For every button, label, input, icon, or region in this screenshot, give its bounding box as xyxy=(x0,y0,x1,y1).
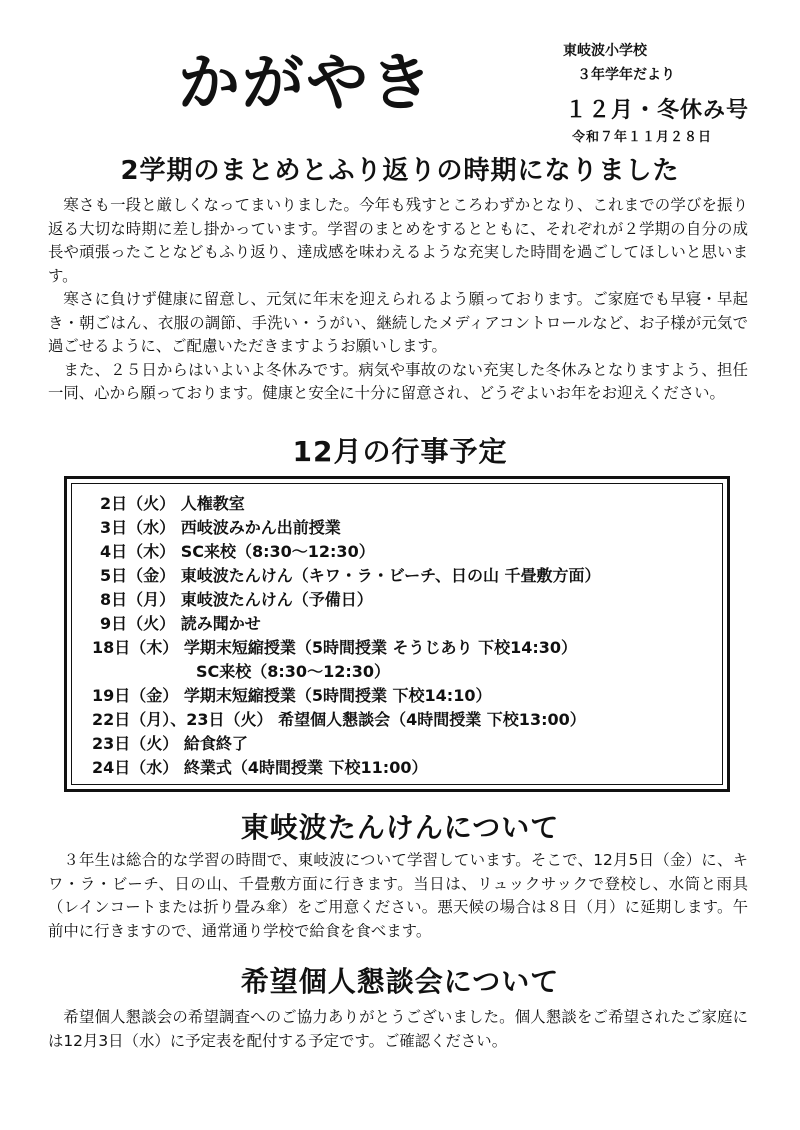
event-item: 9日（火） 読み聞かせ xyxy=(100,614,261,633)
event-item: 5日（金） 東岐波たんけん（キワ・ラ・ビーチ、日の山 千畳敷方面） xyxy=(100,566,601,585)
issue-label: １２月・冬休み号 xyxy=(565,98,750,123)
schedule-box-inner xyxy=(71,483,723,785)
event-item: 8日（月） 東岐波たんけん（予備日） xyxy=(100,590,373,609)
reflection-paragraph-2: 寒さに負けず健康に留意し、元気に年末を迎えられるよう願っております。ご家庭でも早寝・早起き・朝ごはん、衣服の調節、手洗い・うがい、継続したメディアコントロールなど、お子様が元気で過ごせるように、ご配慮いただきますようお願いします。 xyxy=(48,290,748,355)
event-item: 4日（木） SC来校（8:30～12:30） xyxy=(100,542,375,561)
conference-body xyxy=(48,1006,748,1053)
reflection-body xyxy=(48,194,748,406)
section-heading-conference: 希望個人懇談会について xyxy=(240,965,560,998)
exploration-paragraph: ３年生は総合的な学習の時間で、東岐波について学習しています。そこで、12月5日（金）に、キワ・ラ・ビーチ、日の山、千畳敷方面に行きます。当日は、リュックサックで登校し、水筒と雨具（レインコートまたは折り畳み傘）をご用意ください。悪天候の場合は８日（月）に延期します。午前中に行きますので、通常通り学校で給食を食べます。 xyxy=(48,851,748,940)
exploration-body xyxy=(48,849,748,943)
reflection-paragraph-3: また、２５日からはいよいよ冬休みです。病気や事故のない充実した冬休みとなりますよう、担任一同、心から願っております。健康と安全に十分に留意され、どうぞよいお年をお迎えください。 xyxy=(48,360,748,402)
event-item: 23日（火） 給食終了 xyxy=(92,734,248,753)
event-item: 22日（月）、23日（火） 希望個人懇談会（4時間授業 下校13:00） xyxy=(92,710,586,729)
issue-date: 令和７年１１月２８日 xyxy=(572,130,713,145)
school-name: 東岐波小学校 xyxy=(563,43,647,59)
event-item: 24日（水） 終業式（4時間授業 下校11:00） xyxy=(92,758,428,777)
event-item: 18日（木） 学期末短縮授業（5時間授業 そうじあり 下校14:30） xyxy=(92,638,578,657)
event-item: 2日（火） 人権教室 xyxy=(100,494,245,513)
conference-paragraph: 希望個人懇談会の希望調査へのご協力ありがとうございました。個人懇談をご希望されたご家庭には12月3日（水）に予定表を配付する予定です。ご確認ください。 xyxy=(48,1008,748,1050)
event-item: SC来校（8:30～12:30） xyxy=(196,662,390,681)
reflection-paragraph-1: 寒さも一段と厳しくなってまいりました。今年も残すところわずかとなり、これまでの学びを振り返る大切な時期に差し掛かっています。学習のまとめをするとともに、それぞれが２学期の自分の成長や頑張ったことなどもふり返り、達成感を味わえるような充実した時間を過ごしてほしいと思います。 xyxy=(48,196,748,285)
section-heading-reflection: 2学期のまとめとふり返りの時期になりました xyxy=(120,156,680,186)
newsletter-title: かがやき xyxy=(178,46,435,119)
event-item: 19日（金） 学期末短縮授業（5時間授業 下校14:10） xyxy=(92,686,492,705)
section-heading-exploration: 東岐波たんけんについて xyxy=(240,811,560,844)
newsletter-name: ３年学年だより xyxy=(577,67,675,83)
event-item: 3日（水） 西岐波みかん出前授業 xyxy=(100,518,341,537)
section-heading-schedule: 12月の行事予定 xyxy=(292,435,508,468)
schedule-box xyxy=(64,476,730,792)
